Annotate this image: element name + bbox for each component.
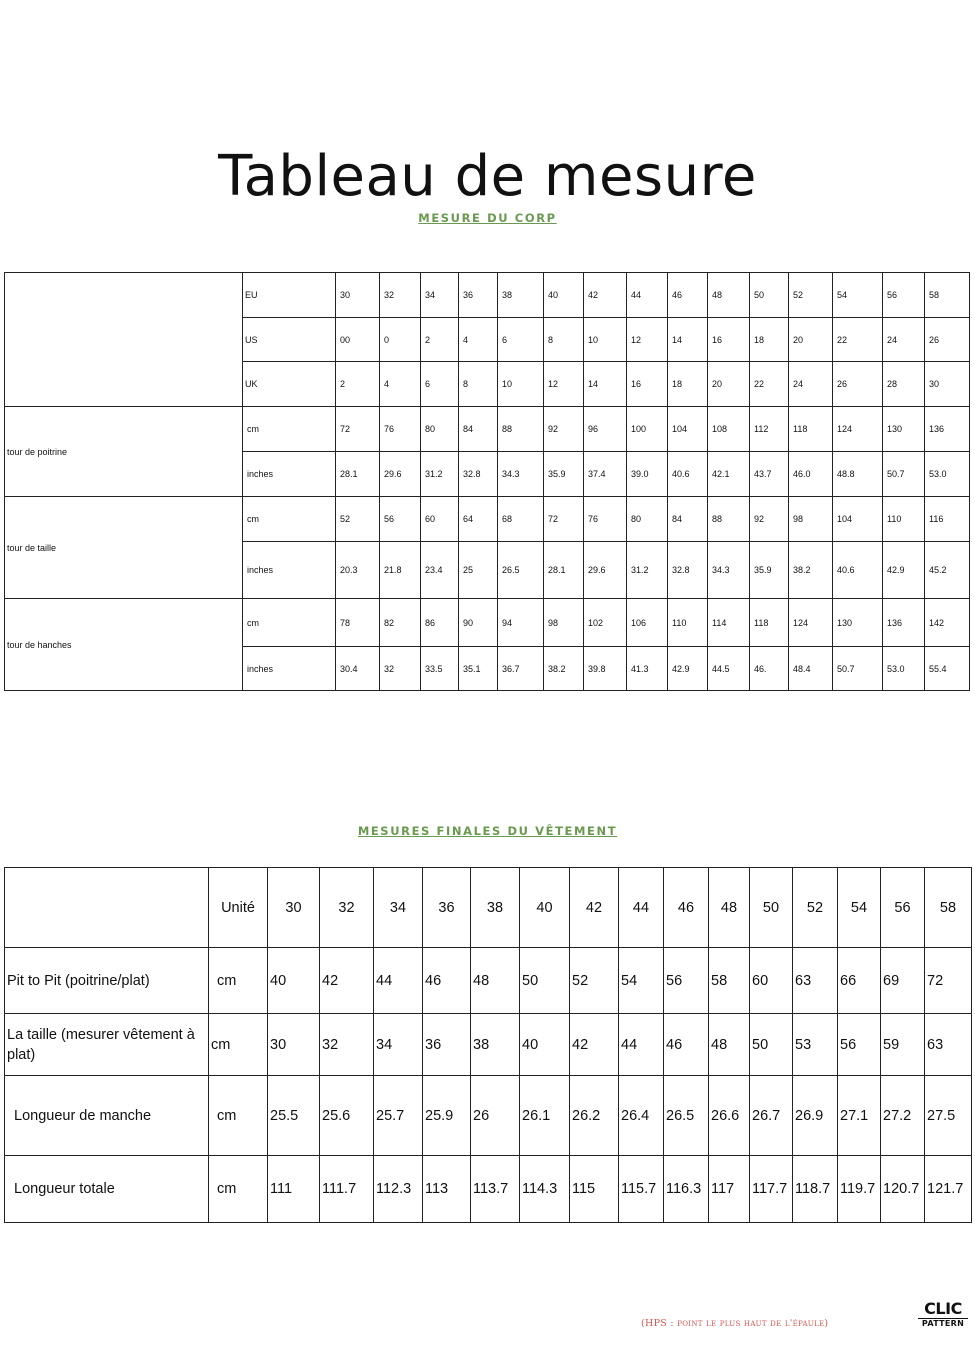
size-header-cell: 56	[881, 868, 925, 948]
value-cell: 58	[709, 948, 750, 1014]
value-cell: 44	[619, 1014, 664, 1076]
value-cell: 36	[423, 1014, 471, 1076]
cm-cell: 130	[833, 599, 883, 647]
value-cell: 66	[838, 948, 881, 1014]
inch-cell: 45.2	[925, 542, 970, 599]
cm-cell: 56	[380, 497, 421, 542]
size-cell: 30	[336, 273, 380, 318]
size-cell: 12	[627, 318, 668, 362]
cm-cell: 76	[380, 407, 421, 452]
size-cell: 56	[883, 273, 925, 318]
value-cell: 42	[320, 948, 374, 1014]
size-header-cell: 58	[925, 868, 972, 948]
unit-label: cm	[243, 497, 336, 542]
value-cell: 53	[793, 1014, 838, 1076]
cm-cell: 102	[584, 599, 627, 647]
cm-cell: 106	[627, 599, 668, 647]
size-cell: 24	[789, 362, 833, 407]
cm-cell: 130	[883, 407, 925, 452]
inch-cell: 36.7	[498, 647, 544, 691]
value-cell: 115.7	[619, 1156, 664, 1223]
cm-cell: 142	[925, 599, 970, 647]
body-measurement-table	[4, 272, 970, 691]
inch-cell: 20.3	[336, 542, 380, 599]
value-cell: 25.6	[320, 1076, 374, 1156]
size-cell: 4	[459, 318, 498, 362]
size-header-cell: 32	[320, 868, 374, 948]
inch-cell: 33.5	[421, 647, 459, 691]
value-cell: 111.7	[320, 1156, 374, 1223]
cm-cell: 94	[498, 599, 544, 647]
cm-cell: 84	[459, 407, 498, 452]
size-cell: 24	[883, 318, 925, 362]
value-cell: 42	[570, 1014, 619, 1076]
value-cell: 46	[664, 1014, 709, 1076]
final-measure-row	[5, 1156, 972, 1223]
size-cell: 16	[627, 362, 668, 407]
inch-cell: 34.3	[708, 542, 750, 599]
value-cell: 112.3	[374, 1156, 423, 1223]
size-cell: 36	[459, 273, 498, 318]
cm-cell: 104	[833, 497, 883, 542]
inch-cell: 31.2	[421, 452, 459, 497]
table-corner-blank	[5, 273, 243, 407]
unit-label: inches	[243, 647, 336, 691]
cm-cell: 136	[925, 407, 970, 452]
size-header-cell: 50	[750, 868, 793, 948]
unit-cell: cm	[209, 1076, 268, 1156]
size-cell: 00	[336, 318, 380, 362]
size-cell: 8	[544, 318, 584, 362]
value-cell: 26.9	[793, 1076, 838, 1156]
inch-cell: 53.0	[925, 452, 970, 497]
inch-cell: 21.8	[380, 542, 421, 599]
value-cell: 38	[471, 1014, 520, 1076]
value-cell: 111	[268, 1156, 320, 1223]
measure-name: tour de hanches	[5, 599, 243, 691]
size-header-cell: 42	[570, 868, 619, 948]
inch-cell: 50.7	[883, 452, 925, 497]
value-cell: 118.7	[793, 1156, 838, 1223]
size-header-cell: 54	[838, 868, 881, 948]
size-cell: 52	[789, 273, 833, 318]
clic-pattern-logo	[918, 1301, 968, 1328]
value-cell: 116.3	[664, 1156, 709, 1223]
cm-cell: 64	[459, 497, 498, 542]
inch-cell: 23.4	[421, 542, 459, 599]
cm-cell: 92	[544, 407, 584, 452]
size-system-label: US	[243, 318, 336, 362]
value-cell: 59	[881, 1014, 925, 1076]
inch-cell: 44.5	[708, 647, 750, 691]
inch-cell: 35.1	[459, 647, 498, 691]
inch-cell: 42.9	[883, 542, 925, 599]
value-cell: 63	[793, 948, 838, 1014]
value-cell: 25.5	[268, 1076, 320, 1156]
value-cell: 69	[881, 948, 925, 1014]
value-cell: 63	[925, 1014, 972, 1076]
size-cell: 20	[708, 362, 750, 407]
measure-name: tour de poitrine	[5, 407, 243, 497]
measure-name: tour de taille	[5, 497, 243, 599]
inch-cell: 35.9	[544, 452, 584, 497]
cm-cell: 136	[883, 599, 925, 647]
unit-label: inches	[243, 542, 336, 599]
size-cell: 32	[380, 273, 421, 318]
unit-label: cm	[243, 599, 336, 647]
value-cell: 25.9	[423, 1076, 471, 1156]
unit-header: Unité	[209, 868, 268, 948]
cm-cell: 68	[498, 497, 544, 542]
inch-cell: 31.2	[627, 542, 668, 599]
inch-cell: 29.6	[380, 452, 421, 497]
cm-cell: 90	[459, 599, 498, 647]
size-cell: 58	[925, 273, 970, 318]
value-cell: 120.7	[881, 1156, 925, 1223]
value-cell: 26.4	[619, 1076, 664, 1156]
size-system-label: EU	[243, 273, 336, 318]
cm-cell: 98	[789, 497, 833, 542]
value-cell: 114.3	[520, 1156, 570, 1223]
size-cell: 14	[584, 362, 627, 407]
inch-cell: 43.7	[750, 452, 789, 497]
measure-row-cm	[5, 599, 970, 647]
cm-cell: 112	[750, 407, 789, 452]
cm-cell: 88	[498, 407, 544, 452]
cm-cell: 100	[627, 407, 668, 452]
inch-cell: 35.9	[750, 542, 789, 599]
measure-label: Pit to Pit (poitrine/plat)	[5, 948, 209, 1014]
value-cell: 46	[423, 948, 471, 1014]
size-header-cell: 40	[520, 868, 570, 948]
inch-cell: 39.8	[584, 647, 627, 691]
logo-line2: PATTERN	[918, 1318, 968, 1328]
cm-cell: 116	[925, 497, 970, 542]
cm-cell: 118	[750, 599, 789, 647]
size-header-cell: 48	[709, 868, 750, 948]
inch-cell: 30.4	[336, 647, 380, 691]
cm-cell: 72	[544, 497, 584, 542]
size-cell: 2	[421, 318, 459, 362]
value-cell: 56	[838, 1014, 881, 1076]
size-cell: 18	[750, 318, 789, 362]
page-title: Tableau de mesure	[218, 144, 757, 209]
unit-cell: cm	[209, 1014, 268, 1076]
value-cell: 44	[374, 948, 423, 1014]
size-row-eu	[5, 273, 970, 318]
value-cell: 54	[619, 948, 664, 1014]
size-cell: 46	[668, 273, 708, 318]
cm-cell: 72	[336, 407, 380, 452]
inch-cell: 34.3	[498, 452, 544, 497]
inch-cell: 42.9	[668, 647, 708, 691]
value-cell: 26.5	[664, 1076, 709, 1156]
size-cell: 14	[668, 318, 708, 362]
final-measure-row	[5, 948, 972, 1014]
size-cell: 28	[883, 362, 925, 407]
measure-row-cm	[5, 497, 970, 542]
value-cell: 26.7	[750, 1076, 793, 1156]
cm-cell: 82	[380, 599, 421, 647]
value-cell: 40	[268, 948, 320, 1014]
cm-cell: 80	[421, 407, 459, 452]
cm-cell: 86	[421, 599, 459, 647]
footnote: (HPS : point le plus haut de l'épaule)	[641, 1318, 829, 1329]
value-cell: 26	[471, 1076, 520, 1156]
inch-cell: 55.4	[925, 647, 970, 691]
size-cell: 30	[925, 362, 970, 407]
size-cell: 6	[421, 362, 459, 407]
value-cell: 72	[925, 948, 972, 1014]
inch-cell: 48.4	[789, 647, 833, 691]
cm-cell: 108	[708, 407, 750, 452]
size-cell: 4	[380, 362, 421, 407]
size-cell: 22	[833, 318, 883, 362]
cm-cell: 110	[668, 599, 708, 647]
size-cell: 10	[584, 318, 627, 362]
value-cell: 115	[570, 1156, 619, 1223]
measure-label: Longueur de manche	[5, 1076, 209, 1156]
size-cell: 8	[459, 362, 498, 407]
value-cell: 52	[570, 948, 619, 1014]
inch-cell: 41.3	[627, 647, 668, 691]
value-cell: 50	[750, 1014, 793, 1076]
size-cell: 0	[380, 318, 421, 362]
value-cell: 113	[423, 1156, 471, 1223]
value-cell: 25.7	[374, 1076, 423, 1156]
cm-cell: 52	[336, 497, 380, 542]
size-cell: 42	[584, 273, 627, 318]
inch-cell: 38.2	[544, 647, 584, 691]
unit-cell: cm	[209, 1156, 268, 1223]
size-cell: 26	[925, 318, 970, 362]
size-cell: 20	[789, 318, 833, 362]
value-cell: 30	[268, 1014, 320, 1076]
value-cell: 117	[709, 1156, 750, 1223]
final-header-row	[5, 868, 972, 948]
inch-cell: 32	[380, 647, 421, 691]
inch-cell: 46.0	[789, 452, 833, 497]
inch-cell: 38.2	[789, 542, 833, 599]
size-header-cell: 44	[619, 868, 664, 948]
measure-label: Longueur totale	[5, 1156, 209, 1223]
size-header-cell: 38	[471, 868, 520, 948]
size-cell: 34	[421, 273, 459, 318]
inch-cell: 28.1	[336, 452, 380, 497]
cm-cell: 80	[627, 497, 668, 542]
inch-cell: 32.8	[668, 542, 708, 599]
value-cell: 48	[709, 1014, 750, 1076]
size-header-cell: 52	[793, 868, 838, 948]
size-cell: 44	[627, 273, 668, 318]
final-section-title: MESURES FINALES DU VÊTEMENT	[357, 824, 618, 838]
cm-cell: 88	[708, 497, 750, 542]
value-cell: 26.1	[520, 1076, 570, 1156]
inch-cell: 26.5	[498, 542, 544, 599]
value-cell: 40	[520, 1014, 570, 1076]
cm-cell: 104	[668, 407, 708, 452]
cm-cell: 76	[584, 497, 627, 542]
inch-cell: 29.6	[584, 542, 627, 599]
measure-row-cm	[5, 407, 970, 452]
value-cell: 119.7	[838, 1156, 881, 1223]
inch-cell: 40.6	[833, 542, 883, 599]
size-cell: 48	[708, 273, 750, 318]
logo-line1: CLIC	[924, 1299, 962, 1318]
final-measure-row	[5, 1014, 972, 1076]
final-garment-table	[4, 867, 972, 1223]
value-cell: 26.6	[709, 1076, 750, 1156]
inch-cell: 39.0	[627, 452, 668, 497]
size-cell: 2	[336, 362, 380, 407]
size-cell: 18	[668, 362, 708, 407]
size-system-label: UK	[243, 362, 336, 407]
size-cell: 26	[833, 362, 883, 407]
value-cell: 27.5	[925, 1076, 972, 1156]
cm-cell: 78	[336, 599, 380, 647]
inch-cell: 42.1	[708, 452, 750, 497]
size-cell: 38	[498, 273, 544, 318]
value-cell: 48	[471, 948, 520, 1014]
size-cell: 12	[544, 362, 584, 407]
body-section-title: MESURE DU CORP	[418, 211, 557, 225]
value-cell: 117.7	[750, 1156, 793, 1223]
value-cell: 113.7	[471, 1156, 520, 1223]
value-cell: 27.1	[838, 1076, 881, 1156]
size-cell: 10	[498, 362, 544, 407]
cm-cell: 110	[883, 497, 925, 542]
size-cell: 40	[544, 273, 584, 318]
value-cell: 50	[520, 948, 570, 1014]
inch-cell: 25	[459, 542, 498, 599]
size-header-cell: 30	[268, 868, 320, 948]
value-cell: 56	[664, 948, 709, 1014]
final-measure-row	[5, 1076, 972, 1156]
cm-cell: 124	[789, 599, 833, 647]
value-cell: 121.7	[925, 1156, 972, 1223]
size-header-cell: 46	[664, 868, 709, 948]
cm-cell: 60	[421, 497, 459, 542]
inch-cell: 46.	[750, 647, 789, 691]
inch-cell: 53.0	[883, 647, 925, 691]
cm-cell: 114	[708, 599, 750, 647]
size-header-cell: 34	[374, 868, 423, 948]
size-cell: 50	[750, 273, 789, 318]
cm-cell: 84	[668, 497, 708, 542]
cm-cell: 124	[833, 407, 883, 452]
inch-cell: 40.6	[668, 452, 708, 497]
inch-cell: 37.4	[584, 452, 627, 497]
value-cell: 32	[320, 1014, 374, 1076]
value-cell: 34	[374, 1014, 423, 1076]
size-cell: 6	[498, 318, 544, 362]
value-cell: 27.2	[881, 1076, 925, 1156]
inch-cell: 50.7	[833, 647, 883, 691]
cm-cell: 92	[750, 497, 789, 542]
value-cell: 60	[750, 948, 793, 1014]
size-cell: 16	[708, 318, 750, 362]
unit-label: cm	[243, 407, 336, 452]
size-cell: 54	[833, 273, 883, 318]
size-cell: 22	[750, 362, 789, 407]
inch-cell: 28.1	[544, 542, 584, 599]
unit-label: inches	[243, 452, 336, 497]
cm-cell: 98	[544, 599, 584, 647]
inch-cell: 48.8	[833, 452, 883, 497]
final-corner-blank	[5, 868, 209, 948]
value-cell: 26.2	[570, 1076, 619, 1156]
cm-cell: 96	[584, 407, 627, 452]
size-header-cell: 36	[423, 868, 471, 948]
measure-label: La taille (mesurer vêtement à plat)	[5, 1014, 209, 1076]
cm-cell: 118	[789, 407, 833, 452]
inch-cell: 32.8	[459, 452, 498, 497]
unit-cell: cm	[209, 948, 268, 1014]
